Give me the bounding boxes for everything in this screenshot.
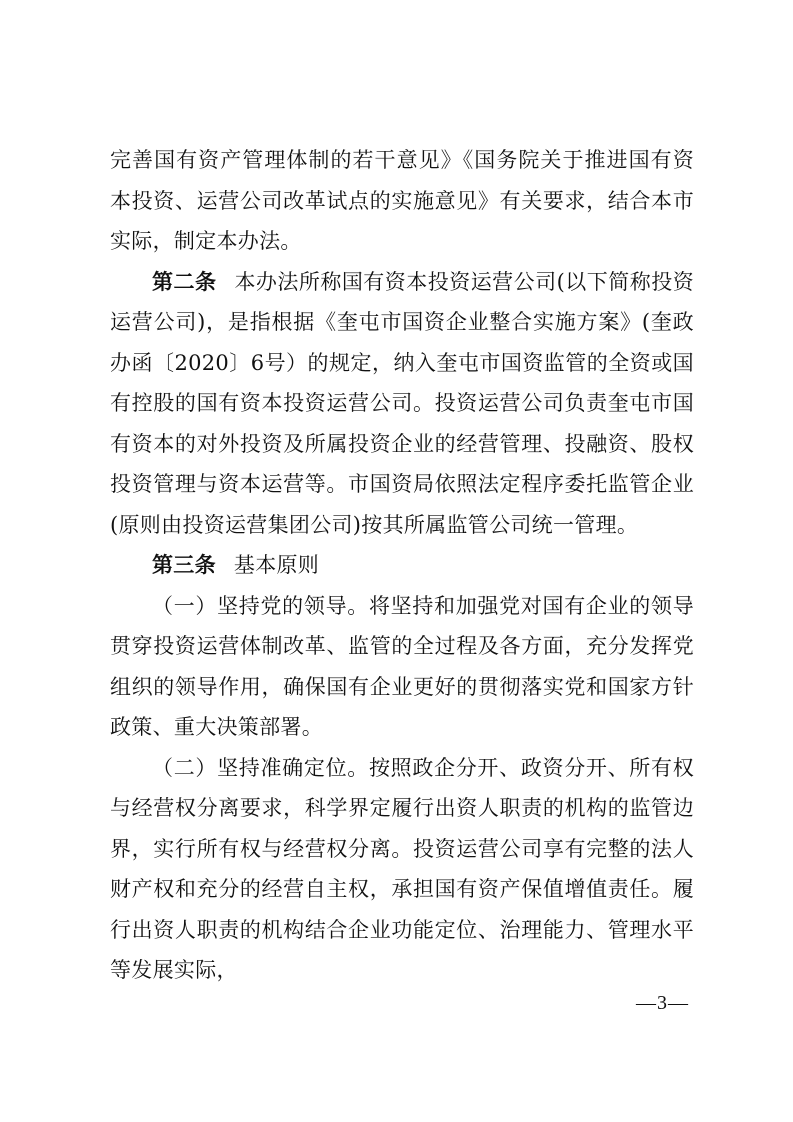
document-body — [110, 140, 694, 991]
paragraph-3 — [110, 545, 694, 586]
paragraph-1 — [110, 140, 694, 262]
paragraph-5-text: （二）坚持准确定位。按照政企分开、政资分开、所有权与经营权分离要求，科学界定履行出资人职责的机构的监管边界，实行所有权与经营权分离。投资运营公司享有完整的法人财产权和充分的经营自主权，承担国有资产保值增值责任。履行出资人职责的机构结合企业功能定位、治理能力、管理水平等发展实际， — [110, 755, 694, 982]
paragraph-5 — [110, 748, 694, 991]
paragraph-4-text: （一）坚持党的领导。将坚持和加强党对国有企业的领导贯穿投资运营体制改革、监管的全过程及各方面，充分发挥党组织的领导作用，确保国有企业更好的贯彻落实党和国家方针政策、重大决策部署。 — [110, 593, 694, 739]
article-2-heading: 第二条 — [152, 269, 217, 294]
paragraph-1-text: 完善国有资产管理体制的若干意见》《国务院关于推进国有资本投资、运营公司改革试点的实施意见》有关要求，结合本市实际，制定本办法。 — [110, 148, 694, 253]
article-3-heading: 第三条 — [152, 553, 216, 577]
paragraph-3-text: 基本原则 — [233, 553, 320, 577]
paragraph-2-text: 本办法所称国有资本投资运营公司(以下简称投资运营公司)，是指根据《奎屯市国资企业整合实施方案》(奎政办函〔2020〕6号）的规定，纳入奎屯市国资监管的全资或国有控股的国有资本投资运营公司。投资运营公司负责奎屯市国有资本的对外投资及所属投资企业的经营管理、投融资、股权投资管理与资本运营等。市国资局依照法定程序委托监管企业(原则由投资运营集团公司)按其所属监管公司统一管理。 — [110, 269, 694, 537]
page-number: —3— — [636, 992, 689, 1014]
paragraph-4 — [110, 586, 694, 748]
paragraph-2 — [110, 262, 694, 546]
